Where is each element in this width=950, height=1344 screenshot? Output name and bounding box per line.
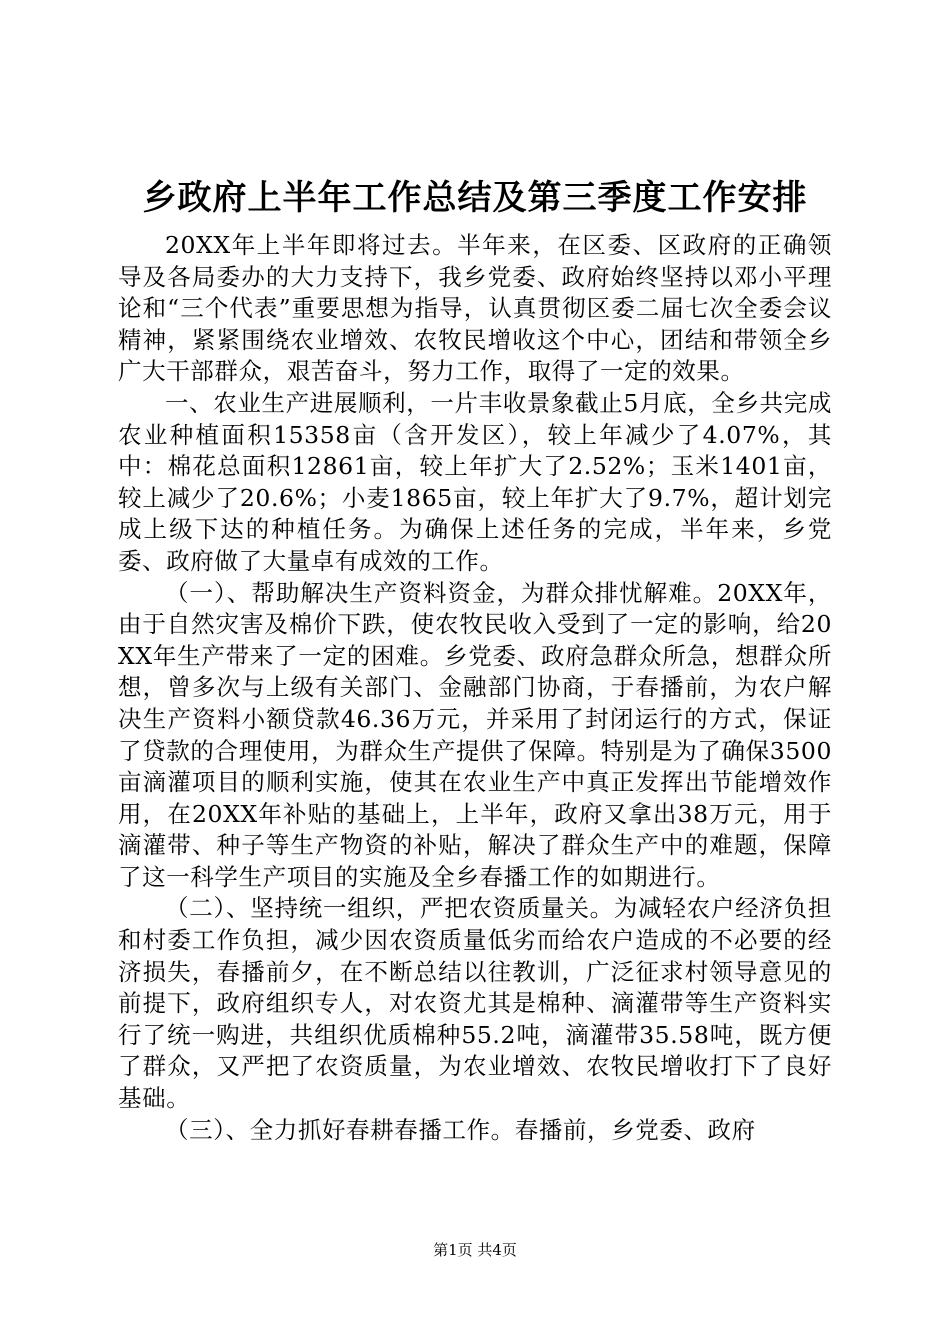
paragraph-section-1: 一、农业生产进展顺利，一片丰收景象截止5月底，全乡共完成农业种植面积15358亩（含开发区），较上年减少了4.07%，其中：棉花总面积12861亩，较上年扩大了2.52%；玉米1401亩，较上减少了20.6%；小麦1865亩，较上年扩大了9.7%，超计划完成上级下达的种植任务。为确保上述任务的完成，半年来，乡党委、政府做了大量卓有成效的工作。: [118, 388, 832, 575]
page-indicator: 第1页 共4页: [433, 1241, 517, 1259]
document-body: [118, 230, 832, 1146]
paragraph-subsection-3: （三）、全力抓好春耕春播工作。春播前，乡党委、政府: [165, 1115, 756, 1144]
document-title: 乡政府上半年工作总结及第三季度工作安排: [142, 178, 808, 218]
paragraph-subsection-1: （一）、帮助解决生产资料资金，为群众排忧解难。20XX年，由于自然灾害及棉价下跌，使农牧民收入受到了一定的影响，给20XX年生产带来了一定的困难。乡党委、政府急群众所急，想群众所想，曾多次与上级有关部门、金融部门协商，于春播前，为农户解决生产资料小额贷款46.36万元，并采用了封闭运行的方式，保证了贷款的合理使用，为群众生产提供了保障。特别是为了确保3500亩滴灌项目的顺利实施，使其在农业生产中真正发挥出节能增效作用，在20XX年补贴的基础上，上半年，政府又拿出38万元，用于滴灌带、种子等生产物资的补贴，解决了群众生产中的难题，保障了这一科学生产项目的实施及全乡春播工作的如期进行。: [118, 578, 832, 891]
paragraph-subsection-2: （二）、坚持统一组织，严把农资质量关。为减轻农户经济负担和村委工作负担，减少因农资质量低劣而给农户造成的不必要的经济损失，春播前夕，在不断总结以往教训，广泛征求村领导意见的前提下，政府组织专人，对农资尤其是棉种、滴灌带等生产资料实行了统一购进，共组织优质棉种55.2吨，滴灌带35.58吨，既方便了群众，又严把了农资质量，为农业增效、农牧民增收打下了良好基础。: [118, 894, 832, 1113]
paragraph-intro: 20XX年上半年即将过去。半年来，在区委、区政府的正确领导及各局委办的大力支持下，我乡党委、政府始终坚持以邓小平理论和“三个代表”重要思想为指导，认真贯彻区委二届七次全委会议精神，紧紧围绕农业增效、农牧民增收这个中心，团结和带领全乡广大干部群众，艰苦奋斗，努力工作，取得了一定的效果。: [118, 231, 832, 386]
